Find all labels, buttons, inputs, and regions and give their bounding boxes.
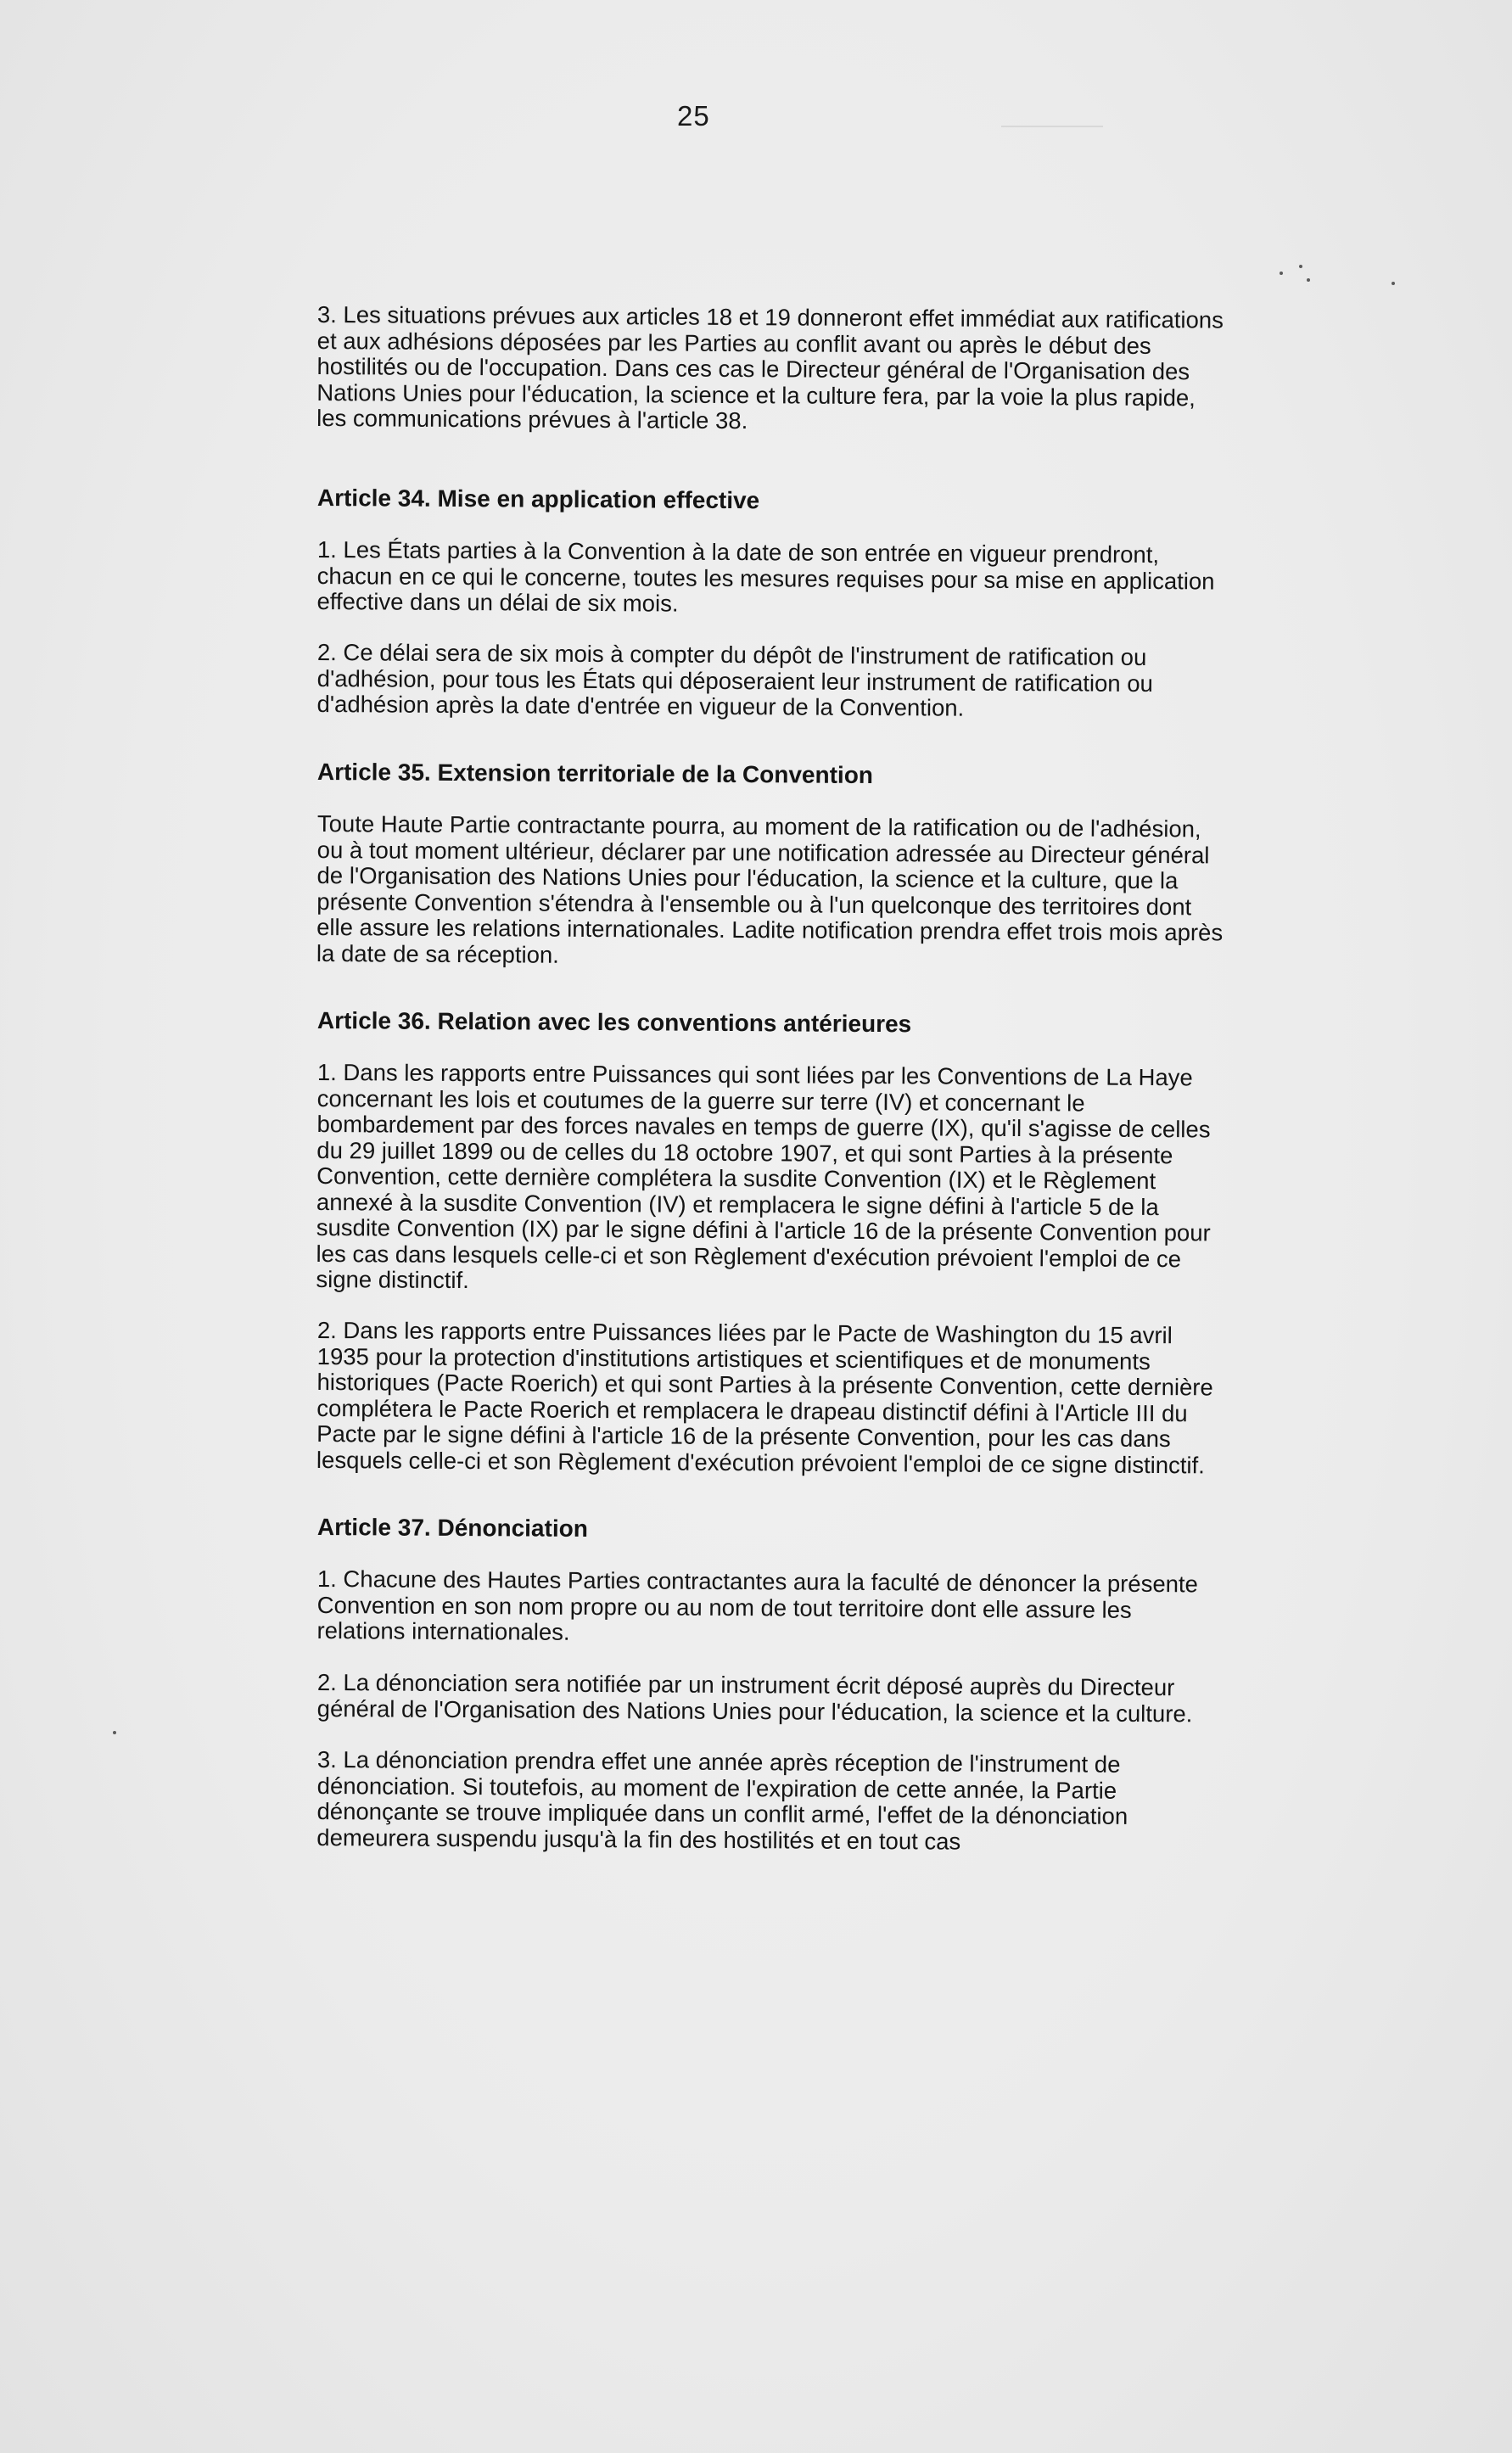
speck [1307,278,1310,282]
article-a35 [317,759,1225,966]
speck [1392,282,1395,285]
paragraph: Toute Haute Partie contractante pourra, au moment de la ratification ou de l'adhésion, ou à tout moment ultérieur, déclarer par une notification adressée au Directeur général de l'Organisation des Nations Unies pour l'éducation, la science et la culture, que la présente Convention s'étendra à l'ensemble ou à l'un quelconque des territoires dont elle assure les relations internationales. Ladite notification prendra effet trois mois après la date de sa réception. [316,809,1224,967]
paragraph: 3. Les situations prévues aux articles 18 et 19 donneront effet immédiat aux ratifications et aux adhésions déposées par les Parties au conflit avant ou après le début des hostilités ou de l'occupation. Dans ces cas le Directeur général de l'Organisation des Nations Unies pour l'éducation, la science et la culture fera, par la voie la plus rapide, les communications prévues à l'article 38. [316,301,1224,434]
paragraph: 3. La dénonciation prendra effet une année après réception de l'instrument de dénonciation. Si toutefois, au moment de l'expiration de cette année, la Partie dénonçante se trouve impliquée dans un conflit armé, l'effet de la dénonciation demeurera suspendu jusqu'à la fin des hostilités et en tout cas [316,1745,1128,1854]
paragraph: 1. Chacune des Hautes Parties contractantes aura la faculté de dénoncer la présente Convention en son nom propre ou au nom de tout territoire dont elle assure les relations internationales. [316,1565,1199,1645]
article-a34 [316,484,1225,721]
paragraph: 1. Dans les rapports entre Puissances qui sont liées par les Conventions de La Haye concernant les lois et coutumes de la guerre sur terre (IV) et concernant le bombardement par des forces navales en temps de guerre (IX), qu'il s'agisse de celles du 29 juillet 1899 ou de celles du 18 octobre 1907, et qui sont Parties à la présente Convention, cette dernière complétera la susdite Convention (IX) et le Règlement annexé à la susdite Convention (IV) et remplacera le signe défini à l'article 5 de la susdite Convention (IX) par le signe défini à l'article 16 de la présente Convention pour les cas dans lesquels celle-ci et son Règlement d'exécution prévoient l'emploi de ce signe distinctif. [316,1058,1211,1293]
paragraph: 1. Les États parties à la Convention à la date de son entrée en vigueur prendront, chacun en ce qui le concerne, toutes les mesures requises pour sa mise en application effective dans un délai de six mois. [316,535,1215,617]
show-through-rule [1001,126,1103,127]
paragraph: 2. La dénonciation sera notifiée par un instrument écrit déposé auprès du Directeur général de l'Organisation des Nations Unies pour l'éducation, la science et la culture. [316,1668,1193,1727]
article-heading: Article 36. Relation avec les conventions antérieures [316,1006,912,1037]
article-a33 [317,302,1225,432]
speck [113,1731,116,1734]
page-number: 25 [677,100,710,132]
document-body [317,302,1225,1876]
speck [1280,272,1283,275]
article-heading: Article 37. Dénonciation [316,1514,588,1542]
article-heading: Article 34. Mise en application effective [316,484,760,513]
article-a36 [316,1006,1225,1478]
article-a37 [316,1514,1225,1854]
paragraph: 2. Ce délai sera de six mois à compter du dépôt de l'instrument de ratification ou d'adhésion, pour tous les États qui déposeraient leur instrument de ratification ou d'adhésion après la date d'entrée en vigueur de la Convention. [316,639,1153,721]
article-heading: Article 35. Extension territoriale de la Convention [316,758,874,788]
speck [1299,265,1302,268]
paragraph: 2. Dans les rapports entre Puissances liées par le Pacte de Washington du 15 avril 1935 pour la protection d'institutions artistiques et scientifiques et de monuments historiques (Pacte Roerich) et qui sont Parties à la présente Convention, cette dernière complétera le Pacte Roerich et remplacera le drapeau distinctif défini à l'Article III du Pacte par le signe défini à l'article 16 de la présente Convention, pour les cas dans lesquels celle-ci et son Règlement d'exécution prévoient l'emploi de ce signe distinctif. [316,1317,1213,1478]
